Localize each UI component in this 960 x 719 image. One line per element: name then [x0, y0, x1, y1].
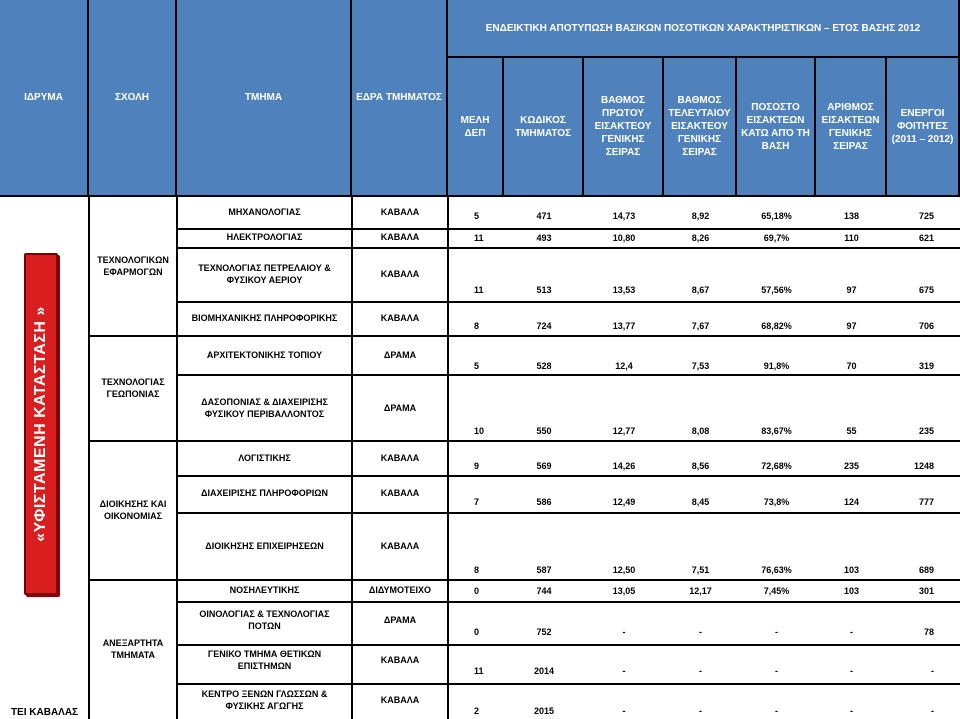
stat-cell: 57,56%: [761, 285, 792, 295]
stat-cell: 319: [918, 361, 934, 371]
stat-cell: -: [931, 666, 934, 676]
stat-cell: 2015: [533, 706, 555, 716]
stat-cell: 110: [844, 233, 859, 243]
stat-cell: 97: [846, 321, 857, 331]
grid-line: [177, 601, 960, 603]
stat-cell: 12,77: [612, 426, 636, 436]
department-name: ΗΛΕΚΤΡΟΛΟΓΙΑΣ: [226, 232, 303, 242]
stat-cell: 8,67: [691, 285, 710, 295]
department-seat: ΚΑΒΑΛΑ: [380, 488, 420, 498]
header-col-3: ΒΑΘΜΟΣ ΤΕΛΕΥΤΑΙΟΥ ΕΙΣΑΚΤΕΟΥ ΓΕΝΙΚΗΣ ΣΕΙΡΑΣ: [664, 58, 737, 197]
stat-cell: -: [775, 627, 778, 637]
stat-cell: 7: [474, 497, 480, 507]
stat-cell: 493: [536, 233, 552, 243]
stat-cell: 8,08: [691, 426, 710, 436]
stat-cell: 103: [843, 586, 860, 596]
stat-cell: -: [699, 627, 702, 637]
stat-cell: 2: [474, 706, 480, 716]
school-name: ΤΕΧΝΟΛΟΓΙΚΩΝ ΕΦΑΡΜΟΓΩΝ: [97, 255, 169, 277]
stat-cell: 12,49: [612, 497, 636, 507]
grid-line: [177, 644, 960, 646]
school-name: ΤΕΧΝΟΛΟΓΙΑΣ ΓΕΩΠΟΝΙΑΣ: [101, 376, 165, 399]
stat-cell: 14,26: [612, 461, 636, 471]
grid-line: [177, 247, 960, 249]
department-name: ΜΗΧΑΝΟΛΟΓΙΑΣ: [228, 207, 301, 217]
institution-name: ΤΕΙ ΚΑΒΑΛΑΣ: [10, 707, 79, 718]
stat-cell: 13,53: [612, 285, 636, 295]
stat-cell: -: [850, 666, 853, 676]
stat-cell: 10,80: [612, 233, 636, 243]
stat-cell: 513: [536, 285, 552, 295]
stat-cell: 76,63%: [761, 565, 792, 575]
stat-cell: 569: [536, 461, 552, 471]
stat-cell: 0: [474, 586, 480, 596]
stat-cell: -: [622, 706, 626, 716]
department-name: ΑΡΧΙΤΕΚΤΟΝΙΚΗΣ ΤΟΠΙΟΥ: [206, 350, 323, 360]
stat-cell: 103: [843, 565, 860, 575]
header-super: ΕΝΔΕΙΚΤΙΚΗ ΑΠΟΤΥΠΩΣΗ ΒΑΣΙΚΩΝ ΠΟΣΟΤΙΚΩΝ ΧΑΡΑΚΤΗΡΙΣΤΙΚΩΝ – ΕΤΟΣ ΒΑΣΗΣ 2012: [448, 0, 960, 58]
department-name: ΓΕΝΙΚΟ ΤΜΗΜΑ ΘΕΤΙΚΩΝ ΕΠΙΣΤΗΜΩΝ: [207, 649, 322, 671]
grid-line: [177, 301, 960, 303]
department-seat: ΚΑΒΑΛΑ: [380, 655, 420, 665]
header-idryma: ΙΔΡΥΜΑ: [0, 0, 89, 197]
header-col-1: ΚΩΔΙΚΟΣ ΤΜΗΜΑΤΟΣ: [504, 58, 584, 197]
stat-cell: 11: [474, 233, 484, 243]
stat-cell: 471: [536, 211, 552, 221]
stat-cell: 752: [536, 627, 552, 637]
stat-cell: 235: [918, 426, 934, 436]
stat-cell: 7,53: [691, 361, 710, 371]
department-name: ΝΟΣΗΛΕΥΤΙΚΗΣ: [229, 585, 300, 595]
department-seat: ΔΡΑΜΑ: [383, 403, 417, 413]
stat-cell: 5: [474, 211, 480, 221]
department-seat: ΚΑΒΑΛΑ: [380, 453, 420, 463]
grid-line: [177, 440, 960, 442]
stat-cell: 724: [536, 321, 552, 331]
stat-cell: 14,73: [612, 211, 636, 221]
stat-cell: 7,51: [691, 565, 710, 575]
department-seat: ΚΑΒΑΛΑ: [380, 232, 420, 242]
stat-cell: 10: [474, 426, 485, 436]
stat-cell: 69,7%: [763, 233, 790, 243]
department-seat: ΚΑΒΑΛΑ: [380, 695, 420, 705]
stat-cell: 55: [846, 426, 857, 436]
stat-cell: 83,67%: [761, 426, 792, 436]
stat-cell: 70: [846, 361, 857, 371]
stat-cell: 706: [918, 321, 934, 331]
stat-cell: 235: [843, 461, 860, 471]
stat-cell: 550: [536, 426, 552, 436]
header-col-2: ΒΑΘΜΟΣ ΠΡΩΤΟΥ ΕΙΣΑΚΤΕΟΥ ΓΕΝΙΚΗΣ ΣΕΙΡΑΣ: [584, 58, 664, 197]
stat-cell: -: [699, 706, 702, 716]
grid-line: [177, 475, 960, 477]
school-name: ΔΙΟΙΚΗΣΗΣ ΚΑΙ ΟΙΚΟΝΟΜΙΑΣ: [99, 498, 167, 521]
department-name: ΒΙΟΜΗΧΑΝΙΚΗΣ ΠΛΗΡΟΦΟΡΙΚΗΣ: [191, 313, 338, 323]
grid-line: [177, 579, 960, 581]
stat-cell: 586: [536, 497, 552, 507]
stat-cell: -: [622, 627, 626, 637]
stat-cell: -: [775, 706, 778, 716]
school-name: ΑΝΕΞΑΡΤΗΤΑ ΤΜΗΜΑΤΑ: [102, 638, 164, 660]
stat-cell: 8: [474, 565, 480, 575]
department-seat: ΚΑΒΑΛΑ: [380, 207, 420, 217]
stat-cell: 8,45: [691, 497, 710, 507]
department-name: ΚΕΝΤΡΟ ΞΕΝΩΝ ΓΛΩΣΣΩΝ & ΦΥΣΙΚΗΣ ΑΓΩΓΗΣ: [201, 689, 328, 711]
stat-cell: 12,50: [612, 565, 636, 575]
department-seat: ΔΙΔΥΜΟΤΕΙΧΟ: [368, 585, 432, 595]
stat-cell: 8: [474, 321, 480, 331]
grid-line: [177, 374, 960, 376]
department-name: ΔΙΟΙΚΗΣΗΣ ΕΠΙΧΕΙΡΗΣΕΩΝ: [205, 541, 324, 551]
status-banner-text: «ΥΦΙΣΤΑΜΕΝΗ ΚΑΤΑΣΤΑΣΗ »: [32, 306, 49, 542]
stat-cell: 8,56: [691, 461, 710, 471]
stat-cell: 7,45%: [763, 586, 790, 596]
grid-line: [89, 440, 177, 442]
status-banner: [24, 253, 58, 595]
stat-cell: 7,67: [691, 321, 710, 331]
grid-line: [177, 228, 960, 230]
stat-cell: 587: [536, 565, 552, 575]
stat-cell: 2014: [533, 666, 555, 676]
header-tmima: ΤΜΗΜΑ: [177, 0, 352, 197]
stat-cell: 621: [918, 233, 934, 243]
stat-cell: 72,68%: [761, 461, 792, 471]
stat-cell: -: [931, 706, 934, 716]
stat-cell: 301: [918, 586, 934, 596]
department-name: ΤΕΧΝΟΛΟΓΙΑΣ ΠΕΤΡΕΛΑΙΟΥ & ΦΥΣΙΚΟΥ ΑΕΡΙΟΥ: [198, 263, 331, 285]
department-name: ΔΙΑΧΕΙΡΙΣΗΣ ΠΛΗΡΟΦΟΡΙΩΝ: [201, 488, 328, 498]
stat-cell: -: [622, 666, 626, 676]
stat-cell: -: [775, 666, 778, 676]
stat-cell: 689: [918, 565, 934, 575]
stat-cell: -: [850, 706, 853, 716]
grid-line: [89, 335, 177, 337]
stat-cell: 777: [918, 497, 934, 507]
stat-cell: 13,05: [612, 586, 636, 596]
stat-cell: 138: [843, 211, 860, 221]
grid-line: [177, 683, 960, 685]
stat-cell: 675: [918, 285, 934, 295]
department-name: ΟΙΝΟΛΟΓΙΑΣ & ΤΕΧΝΟΛΟΓΙΑΣ ΠΟΤΩΝ: [199, 609, 330, 631]
department-name: ΛΟΓΙΣΤΙΚΗΣ: [238, 453, 291, 463]
stat-cell: 725: [918, 211, 934, 221]
header-col-6: ΕΝΕΡΓΟΙ ΦΟΙΤΗΤΕΣ (2011 – 2012): [887, 58, 960, 197]
stat-cell: 1248: [913, 461, 934, 471]
stat-cell: 9: [474, 461, 480, 471]
stat-cell: 124: [843, 497, 860, 507]
department-seat: ΚΑΒΑΛΑ: [380, 313, 420, 323]
header-sxoli: ΣΧΟΛΗ: [89, 0, 177, 197]
stat-cell: 528: [536, 361, 552, 371]
stat-cell: -: [850, 627, 853, 637]
stat-cell: 5: [474, 361, 480, 371]
department-seat: ΚΑΒΑΛΑ: [380, 269, 420, 279]
grid-line: [177, 335, 960, 337]
stat-cell: 13,77: [612, 321, 636, 331]
department-name: ΔΑΣΟΠΟΝΙΑΣ & ΔΙΑΧΕΙΡΙΣΗΣ ΦΥΣΙΚΟΥ ΠΕΡΙΒΑΛΛΟΝΤΟΣ: [201, 397, 328, 419]
stat-cell: 11: [474, 285, 484, 295]
header-col-5: ΑΡΙΘΜΟΣ ΕΙΣΑΚΤΕΩΝ ΓΕΝΙΚΗΣ ΣΕΙΡΑΣ: [816, 58, 887, 197]
stat-cell: 97: [846, 285, 857, 295]
department-seat: ΔΡΑΜΑ: [383, 350, 417, 360]
stat-cell: 68,82%: [761, 321, 792, 331]
grid-line: [177, 512, 960, 514]
stat-cell: 8,92: [691, 211, 710, 221]
department-seat: ΔΡΑΜΑ: [383, 615, 417, 625]
header-col-4: ΠΟΣΟΣΤΟ ΕΙΣΑΚΤΕΩΝ ΚΑΤΩ ΑΠΌ ΤΗ ΒΑΣΗ: [737, 58, 816, 197]
stat-cell: 65,18%: [761, 211, 792, 221]
stat-cell: 78: [923, 627, 934, 637]
stat-cell: 12,4: [615, 361, 633, 371]
stat-cell: 744: [536, 586, 552, 596]
stat-cell: 0: [474, 627, 480, 637]
header-col-0: ΜΕΛΗ ΔΕΠ: [448, 58, 504, 197]
stat-cell: 8,26: [691, 233, 710, 243]
header-edra: ΕΔΡΑ ΤΜΗΜΑΤΟΣ: [352, 0, 448, 197]
stat-cell: 11: [474, 666, 484, 676]
department-seat: ΚΑΒΑΛΑ: [380, 541, 420, 551]
stat-cell: 91,8%: [763, 361, 790, 371]
stat-cell: -: [699, 666, 702, 676]
stat-cell: 73,8%: [763, 497, 790, 507]
stat-cell: 12,17: [689, 586, 712, 596]
grid-line: [89, 579, 177, 581]
